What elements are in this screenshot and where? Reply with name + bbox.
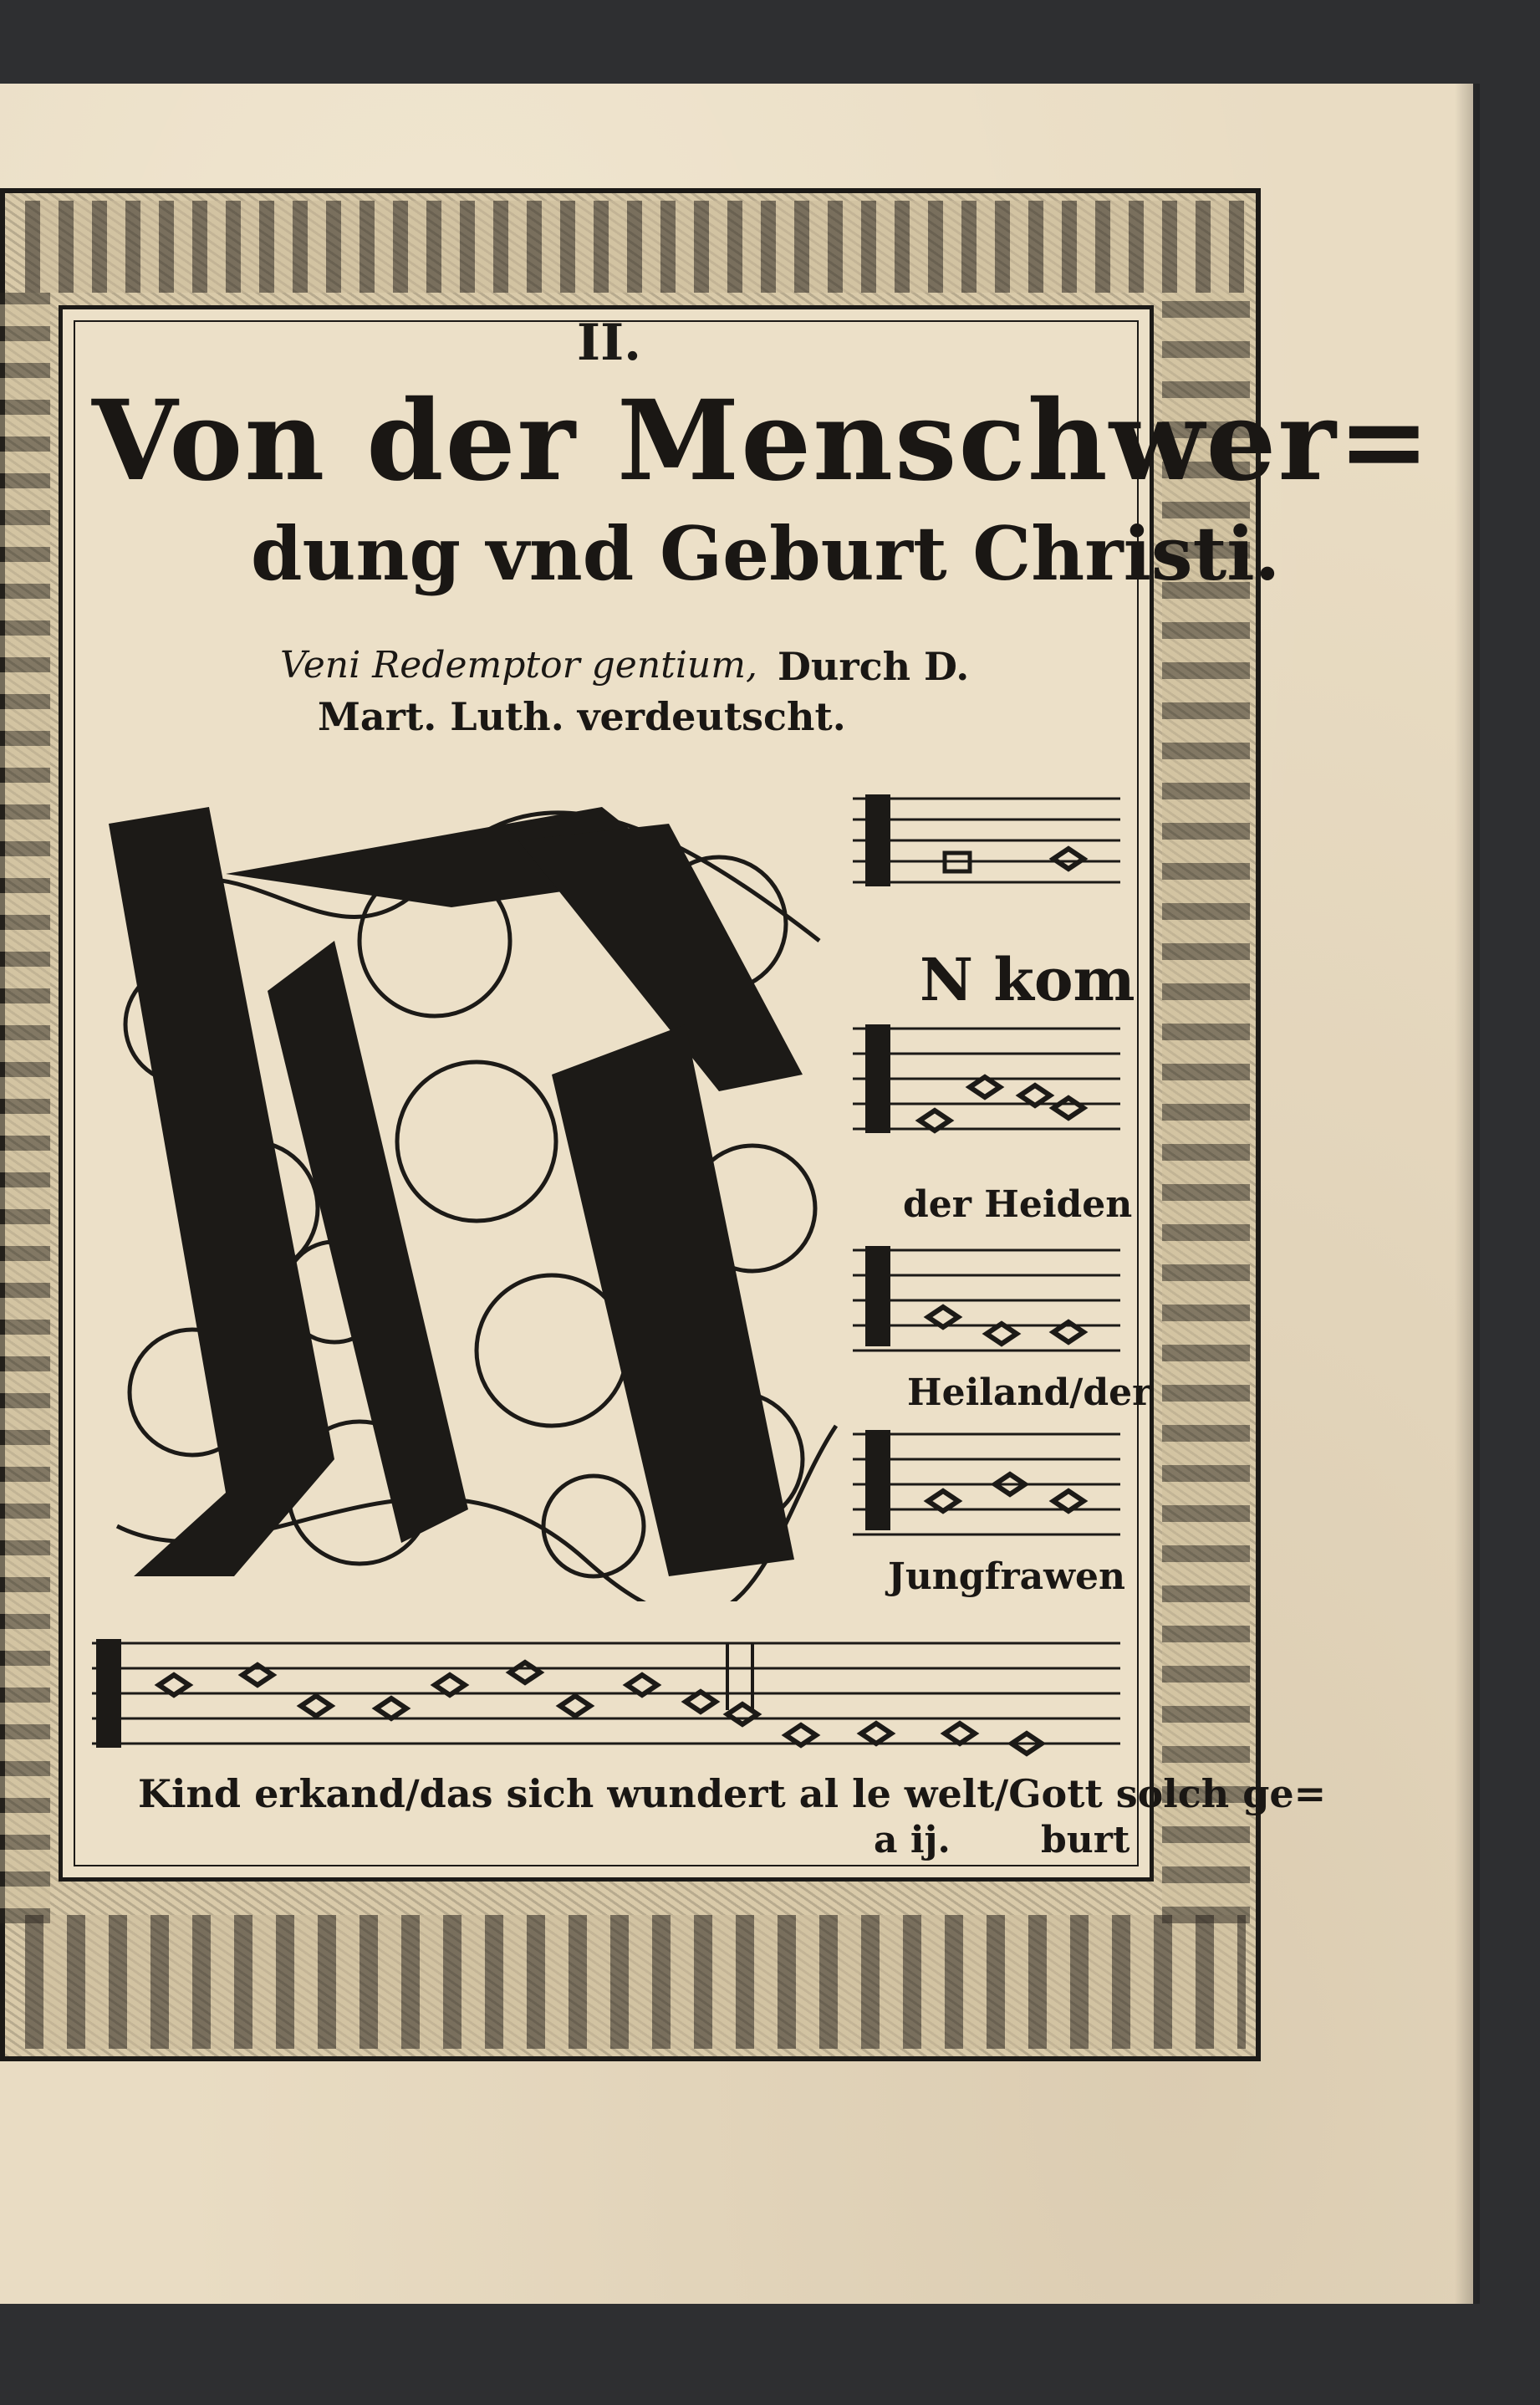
music-staff-3: [853, 1233, 1120, 1367]
music-staff-2: [853, 1012, 1120, 1162]
page-edge-shadow: [1455, 84, 1480, 2304]
left-ornament-band: [0, 293, 50, 1923]
lyric-line-2: der Heiden: [903, 1183, 1133, 1226]
decorated-initial-n: [84, 774, 844, 1601]
lyric-line-1: N kom: [920, 945, 1135, 1014]
signature-mark: a ij.: [874, 1819, 951, 1861]
top-ornament-band: [25, 201, 1246, 293]
bottom-ornament-band: [25, 1915, 1246, 2049]
catchword: burt: [1041, 1819, 1130, 1861]
lyric-line-5: Kind erkand/das sich wundert al le welt/Gott solch ge=: [138, 1771, 1327, 1816]
lyric-line-4: Jungfrawen: [888, 1555, 1126, 1598]
music-staff-5: [92, 1635, 1120, 1760]
latin-incipit: Veni Redemptor gentium,: [280, 644, 757, 687]
hymn-title-line2: dung vnd Geburt Christi.: [251, 510, 1281, 597]
attribution-part1: Durch D.: [778, 644, 970, 689]
lyric-line-3: Heiland/der: [907, 1371, 1152, 1414]
hymn-title-line1: Von der Menschwer=: [92, 376, 1432, 506]
attribution-part2: Mart. Luth. verdeutscht.: [318, 694, 846, 739]
hymn-number: II.: [577, 314, 642, 372]
music-staff-4: [853, 1417, 1120, 1551]
music-staff-1: [853, 782, 1120, 899]
